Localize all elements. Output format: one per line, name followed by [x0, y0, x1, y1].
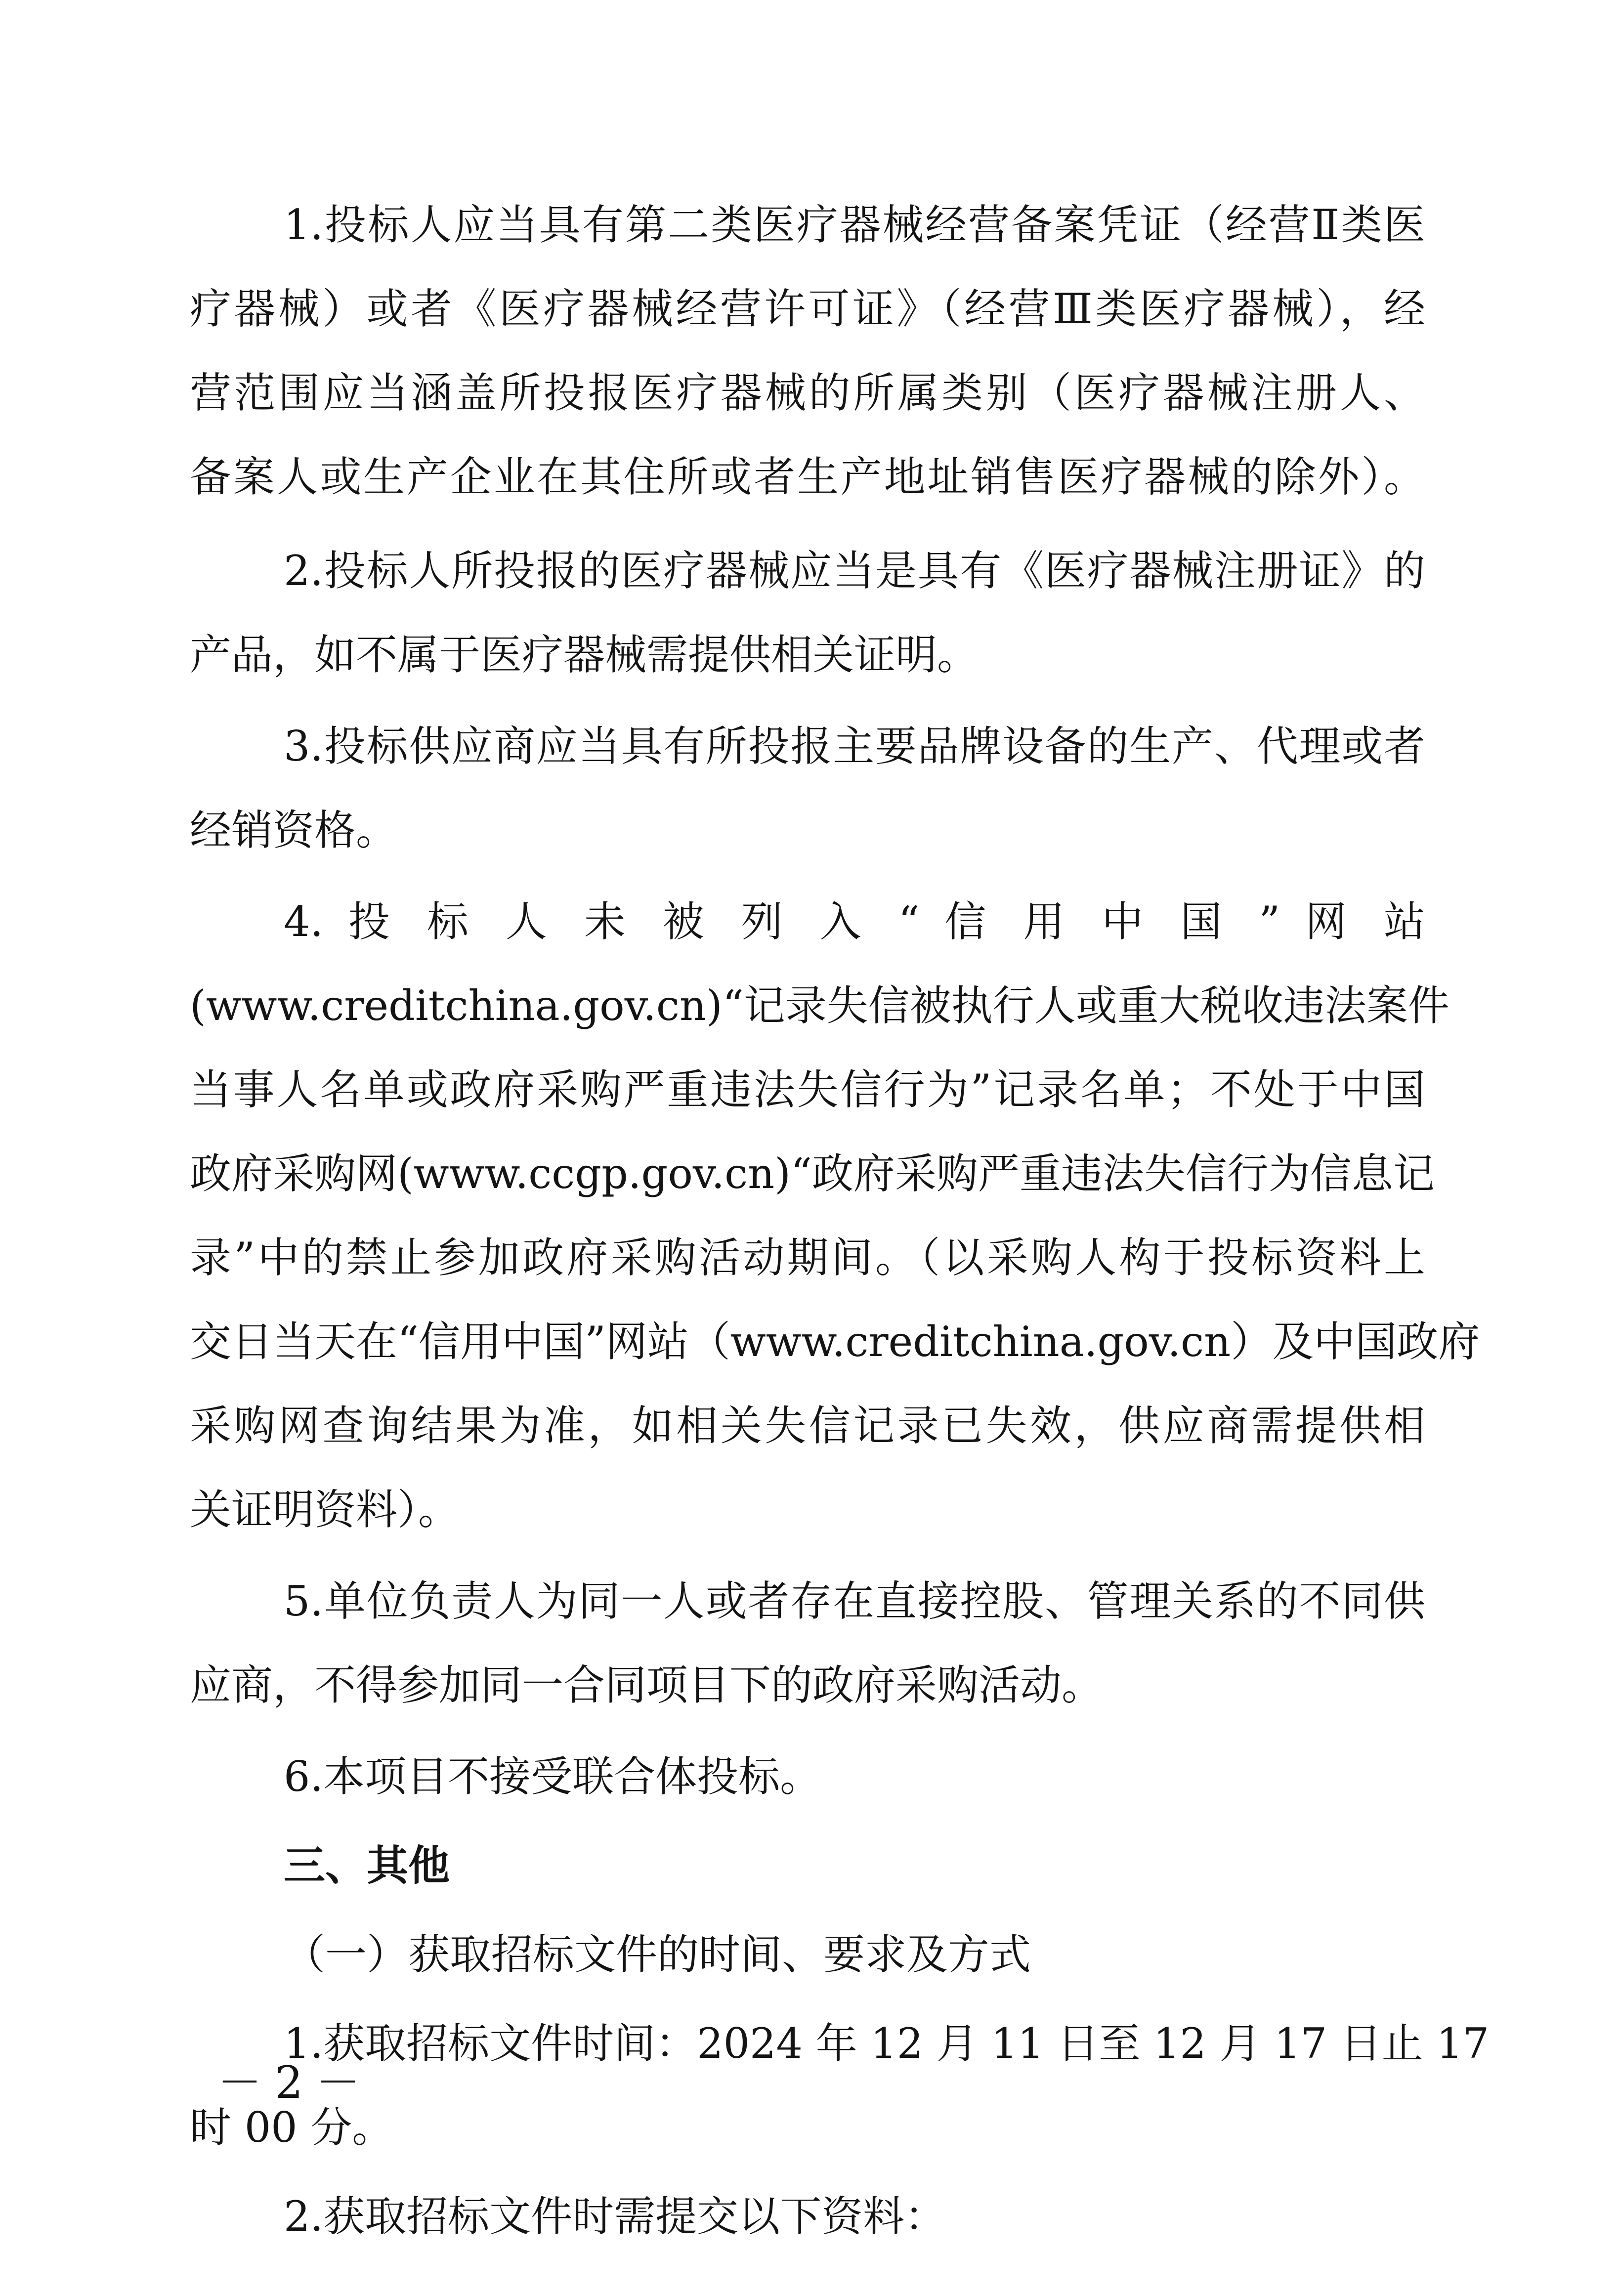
paragraph-3-line-1: 3.投标供应商应当具有所投报主要品牌设备的生产、代理或者	[284, 722, 1425, 770]
paragraph-1-line-2: 疗器械）或者《医疗器械经营许可证》（经营Ⅲ类医疗器械），经	[190, 285, 1425, 333]
paragraph-1-line-1: 1.投标人应当具有第二类医疗器械经营备案凭证（经营Ⅱ类医	[284, 201, 1425, 249]
paragraph-4-line-7: 采购网查询结果为准，如相关失信记录已失效，供应商需提供相	[190, 1402, 1425, 1450]
paragraph-2-line-1: 2.投标人所投报的医疗器械应当是具有《医疗器械注册证》的	[284, 547, 1425, 595]
paragraph-4-line-6: 交日当天在“信用中国”网站（www.creditchina.gov.cn）及中国政府	[190, 1318, 1480, 1366]
paragraph-2-line-2: 产品，如不属于医疗器械需提供相关证明。	[190, 631, 979, 679]
paragraph-6-line-1: 6.本项目不接受联合体投标。	[284, 1752, 822, 1801]
item-1-line-1: 1.获取招标文件时间：2024 年 12 月 11 日至 12 月 17 日止 17	[284, 2019, 1490, 2068]
paragraph-1-line-4: 备案人或生产企业在其住所或者生产地址销售医疗器械的除外）。	[190, 453, 1425, 501]
paragraph-4-line-5: 录”中的禁止参加政府采购活动期间。（以采购人构于投标资料上	[190, 1233, 1425, 1282]
section-heading-other: 三、其他	[284, 1841, 450, 1890]
paragraph-4-line-2: (www.creditchina.gov.cn)“记录失信被执行人或重大税收违法案件	[190, 981, 1449, 1030]
page-number: －2－	[217, 2057, 374, 2109]
subsection-heading-1: （一）获取招标文件的时间、要求及方式	[284, 1930, 1031, 1979]
paragraph-4-line-3: 当事人名单或政府采购严重违法失信行为”记录名单；不处于中国	[190, 1065, 1425, 1114]
paragraph-4-line-1: 4. 投 标 人 未 被 列 入 “ 信 用 中 国 ” 网 站	[284, 897, 1425, 946]
paragraph-1-line-3: 营范围应当涵盖所投报医疗器械的所属类别（医疗器械注册人、	[190, 369, 1425, 417]
paragraph-5-line-1: 5.单位负责人为同一人或者存在直接控股、管理关系的不同供	[284, 1577, 1425, 1625]
item-1-line-2: 时 00 分。	[190, 2103, 394, 2152]
item-2-line-1: 2.获取招标文件时需提交以下资料：	[284, 2192, 946, 2241]
paragraph-3-line-2: 经销资格。	[190, 806, 398, 854]
paragraph-4-line-8: 关证明资料）。	[190, 1486, 460, 1534]
paragraph-5-line-2: 应商，不得参加同一合同项目下的政府采购活动。	[190, 1661, 1104, 1709]
paragraph-4-line-4: 政府采购网(www.ccgp.gov.cn)“政府采购严重违法失信行为信息记	[190, 1149, 1435, 1198]
